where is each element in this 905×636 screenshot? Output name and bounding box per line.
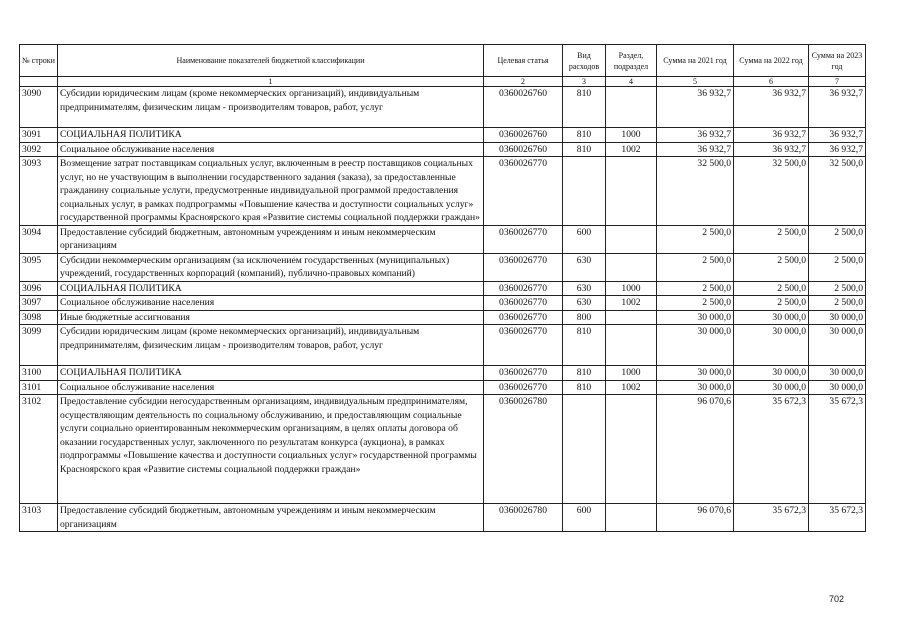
row-section: 1000 [606, 128, 657, 143]
row-type: 810 [563, 366, 606, 381]
table-row [20, 128, 866, 143]
row-section: 1002 [606, 380, 657, 395]
table-row [20, 281, 866, 296]
row-target: 0360026770 [484, 380, 563, 395]
row-type: 630 [563, 296, 606, 311]
row-type: 810 [563, 128, 606, 143]
row-sum-2023: 32 500,0 [809, 157, 866, 226]
row-sum-2022: 30 000,0 [734, 366, 809, 381]
row-sum-2021: 30 000,0 [657, 325, 734, 366]
row-target: 0360026760 [484, 128, 563, 143]
row-target: 0360026780 [484, 504, 563, 532]
row-sum-2022: 2 500,0 [734, 253, 809, 281]
header-sum-2022: Сумма на 2022 год [734, 45, 809, 77]
row-sum-2021: 96 070,6 [657, 504, 734, 532]
row-type: 630 [563, 253, 606, 281]
row-section [606, 504, 657, 532]
row-sum-2021: 30 000,0 [657, 380, 734, 395]
row-type [563, 395, 606, 504]
header-target-item: Целевая статья [484, 45, 563, 77]
row-type: 630 [563, 281, 606, 296]
column-number: 3 [563, 77, 606, 87]
row-number: 3092 [20, 142, 58, 157]
row-number: 3095 [20, 253, 58, 281]
row-section: 1002 [606, 296, 657, 311]
row-sum-2021: 96 070,6 [657, 395, 734, 504]
row-sum-2022: 2 500,0 [734, 225, 809, 253]
row-sum-2022: 30 000,0 [734, 325, 809, 366]
row-sum-2023: 2 500,0 [809, 281, 866, 296]
row-target: 0360026770 [484, 225, 563, 253]
row-name: Предоставление субсидий бюджетным, автономным учреждениям и иным некоммерческим организациям [58, 225, 484, 253]
row-name: Субсидии юридическим лицам (кроме некоммерческих организаций), индивидуальным предпринимателям, физическим лицам - производителям товаров, работ, услуг [58, 325, 484, 366]
row-sum-2023: 36 932,7 [809, 142, 866, 157]
row-section: 1000 [606, 281, 657, 296]
row-sum-2022: 30 000,0 [734, 380, 809, 395]
row-section [606, 157, 657, 226]
row-target: 0360026770 [484, 310, 563, 325]
row-sum-2022: 30 000,0 [734, 310, 809, 325]
row-sum-2023: 30 000,0 [809, 310, 866, 325]
header-section: Раздел, подраздел [606, 45, 657, 77]
row-sum-2021: 36 932,7 [657, 87, 734, 128]
row-section [606, 225, 657, 253]
row-section [606, 253, 657, 281]
row-type: 800 [563, 310, 606, 325]
row-number: 3103 [20, 504, 58, 532]
table-row [20, 296, 866, 311]
budget-table [19, 44, 866, 532]
row-target: 0360026780 [484, 395, 563, 504]
row-type: 810 [563, 380, 606, 395]
table-row [20, 310, 866, 325]
row-name: Предоставление субсидий бюджетным, автономным учреждениям и иным некоммерческим организациям [58, 504, 484, 532]
row-type: 810 [563, 142, 606, 157]
header-sum-2021: Сумма на 2021 год [657, 45, 734, 77]
row-sum-2021: 2 500,0 [657, 225, 734, 253]
table-row [20, 225, 866, 253]
row-sum-2021: 36 932,7 [657, 128, 734, 143]
row-sum-2023: 36 932,7 [809, 128, 866, 143]
row-name: Субсидии некоммерческим организациям (за исключением государственных (муниципальных) учреждений, государственных корпораций (компаний), публично-правовых компаний) [58, 253, 484, 281]
row-section: 1002 [606, 142, 657, 157]
page-number: 702 [829, 594, 845, 604]
row-name: Субсидии юридическим лицам (кроме некоммерческих организаций), индивидуальным предпринимателям, физическим лицам - производителям товаров, работ, услуг [58, 87, 484, 128]
row-name: СОЦИАЛЬНАЯ ПОЛИТИКА [58, 281, 484, 296]
row-name: Социальное обслуживание населения [58, 380, 484, 395]
table-row [20, 504, 866, 532]
header-expense-type: Вид расходов [563, 45, 606, 77]
table-row [20, 395, 866, 504]
row-number: 3093 [20, 157, 58, 226]
row-section [606, 325, 657, 366]
column-number: 2 [484, 77, 563, 87]
row-section [606, 87, 657, 128]
row-section: 1000 [606, 366, 657, 381]
table-row [20, 366, 866, 381]
column-number: 7 [809, 77, 866, 87]
table-row [20, 142, 866, 157]
row-sum-2021: 30 000,0 [657, 310, 734, 325]
row-number: 3102 [20, 395, 58, 504]
row-sum-2022: 2 500,0 [734, 296, 809, 311]
row-target: 0360026770 [484, 366, 563, 381]
row-target: 0360026770 [484, 157, 563, 226]
row-number: 3091 [20, 128, 58, 143]
row-sum-2023: 35 672,3 [809, 395, 866, 504]
row-target: 0360026770 [484, 253, 563, 281]
row-type: 600 [563, 225, 606, 253]
row-name: Иные бюджетные ассигнования [58, 310, 484, 325]
table-row [20, 157, 866, 226]
row-sum-2023: 30 000,0 [809, 366, 866, 381]
row-sum-2023: 2 500,0 [809, 296, 866, 311]
row-target: 0360026770 [484, 296, 563, 311]
row-sum-2021: 30 000,0 [657, 366, 734, 381]
table-row [20, 325, 866, 366]
row-sum-2023: 36 932,7 [809, 87, 866, 128]
table-row [20, 253, 866, 281]
row-sum-2022: 35 672,3 [734, 395, 809, 504]
row-sum-2021: 2 500,0 [657, 281, 734, 296]
row-section [606, 310, 657, 325]
column-number: 6 [734, 77, 809, 87]
row-target: 0360026760 [484, 87, 563, 128]
row-sum-2023: 35 672,3 [809, 504, 866, 532]
table-row [20, 380, 866, 395]
row-number: 3097 [20, 296, 58, 311]
row-sum-2023: 2 500,0 [809, 253, 866, 281]
table-header-row [20, 45, 866, 77]
header-row-number: № строки [20, 45, 58, 77]
table-row [20, 87, 866, 128]
row-number: 3098 [20, 310, 58, 325]
row-sum-2023: 30 000,0 [809, 325, 866, 366]
column-number: 5 [657, 77, 734, 87]
row-sum-2022: 35 672,3 [734, 504, 809, 532]
row-section [606, 395, 657, 504]
header-sum-2023: Сумма на 2023 год [809, 45, 866, 77]
row-name: Предоставление субсидии негосударственным организациям, индивидуальным предпринимателям, осуществляющим деятельность по социальному обслуживанию, и предоставляющим социальные услуги социально ориентированным некоммерческим организациям, в целях оплаты договора об оказании государственных услуг, заключенного по результатам конкурса (аукциона), в рамках подпрограммы «Повышение качества и доступности социальных услуг» государственной программы Красноярского края «Развитие системы социальной поддержки граждан» [58, 395, 484, 504]
row-sum-2021: 36 932,7 [657, 142, 734, 157]
row-number: 3094 [20, 225, 58, 253]
row-sum-2022: 36 932,7 [734, 87, 809, 128]
row-type: 600 [563, 504, 606, 532]
row-sum-2021: 32 500,0 [657, 157, 734, 226]
row-number: 3101 [20, 380, 58, 395]
row-name: Социальное обслуживание населения [58, 142, 484, 157]
row-sum-2023: 30 000,0 [809, 380, 866, 395]
row-name: СОЦИАЛЬНАЯ ПОЛИТИКА [58, 128, 484, 143]
row-sum-2022: 36 932,7 [734, 128, 809, 143]
column-number: 1 [58, 77, 484, 87]
row-sum-2023: 2 500,0 [809, 225, 866, 253]
row-sum-2022: 2 500,0 [734, 281, 809, 296]
row-name: Социальное обслуживание населения [58, 296, 484, 311]
column-number-row [20, 77, 866, 87]
header-indicator-name: Наименование показателей бюджетной классификации [58, 45, 484, 77]
row-sum-2022: 36 932,7 [734, 142, 809, 157]
row-number: 3099 [20, 325, 58, 366]
row-sum-2021: 2 500,0 [657, 296, 734, 311]
row-number: 3100 [20, 366, 58, 381]
row-name: Возмещение затрат поставщикам социальных услуг, включенным в реестр поставщиков социальных услуг, но не участвующим в выполнении государственного задания (заказа), за предоставленные гражданину социальные услуги, предусмотренные индивидуальной программой предоставления социальных услуг, в рамках подпрограммы «Повышение качества и доступности социальных услуг» государственной программы Красноярского края «Развитие системы социальной поддержки граждан» [58, 157, 484, 226]
row-number: 3096 [20, 281, 58, 296]
row-target: 0360026770 [484, 325, 563, 366]
row-target: 0360026760 [484, 142, 563, 157]
row-number: 3090 [20, 87, 58, 128]
row-name: СОЦИАЛЬНАЯ ПОЛИТИКА [58, 366, 484, 381]
row-sum-2022: 32 500,0 [734, 157, 809, 226]
row-type [563, 157, 606, 226]
row-type: 810 [563, 87, 606, 128]
row-type: 810 [563, 325, 606, 366]
row-target: 0360026770 [484, 281, 563, 296]
column-number-blank [20, 77, 58, 87]
column-number: 4 [606, 77, 657, 87]
row-sum-2021: 2 500,0 [657, 253, 734, 281]
